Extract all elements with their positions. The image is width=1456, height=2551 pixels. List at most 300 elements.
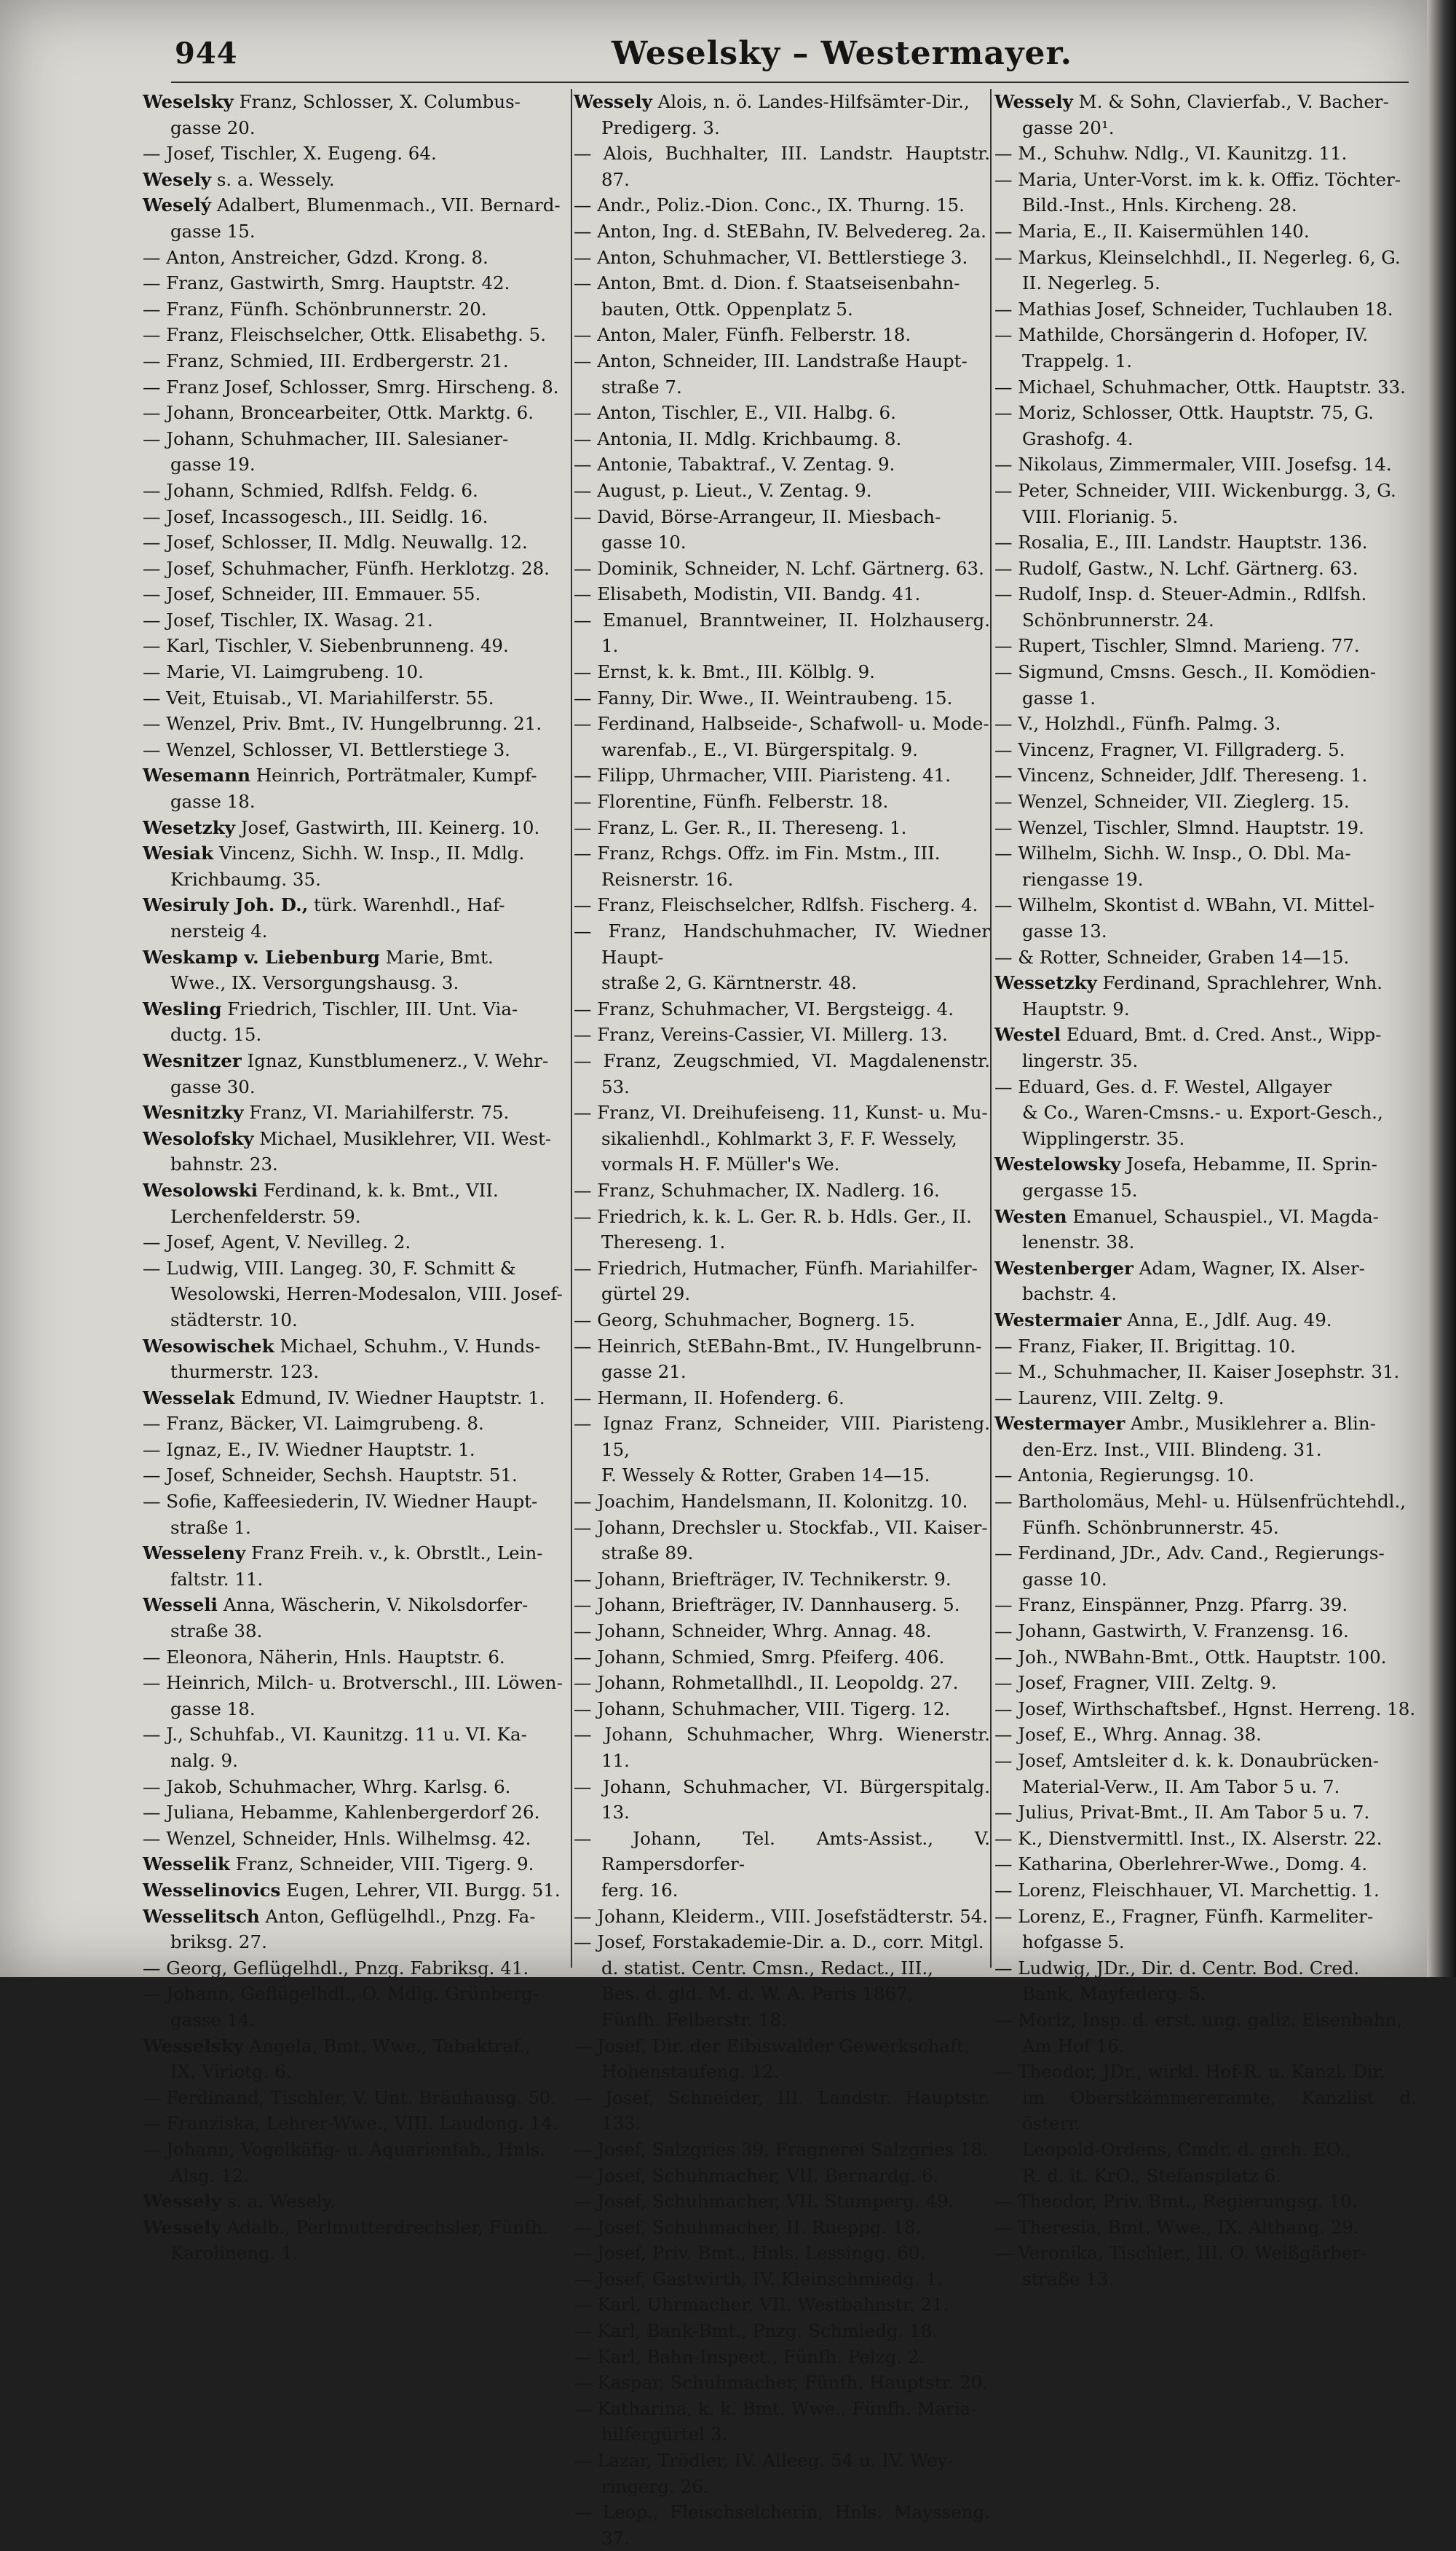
directory-entry <box>574 607 990 659</box>
directory-entry <box>994 1204 1417 1255</box>
directory-entry <box>574 1696 990 1722</box>
entry-details: — Leop., Fleischselcherin, Hnls. Maysseng. 37. <box>574 2501 990 2549</box>
entry-details: — Josef, Schuhmacher, Fünfh. Herklotzg. 28. <box>143 557 550 579</box>
directory-entry <box>994 89 1417 141</box>
directory-entry <box>143 607 572 634</box>
entry-details: — Joh., NWBahn-Bmt., Ottk. Hauptstr. 100. <box>994 1646 1387 1668</box>
entry-details: — Wilhelm, Sichh. W. Insp., O. Dbl. Ma- riengasse 19. <box>994 843 1351 890</box>
directory-entry <box>574 2292 990 2318</box>
directory-entry <box>994 529 1417 556</box>
entry-details: M. & Sohn, Clavierfab., V. Bacher- gasse 20¹. <box>1022 91 1389 138</box>
entry-surname: Westenberger <box>994 1257 1133 1279</box>
directory-entry <box>574 815 990 841</box>
directory-entry <box>143 1385 572 1411</box>
entry-details: — Eleonora, Näherin, Hnls. Hauptstr. 6. <box>143 1646 505 1668</box>
entry-details: — Maria, E., II. Kaisermühlen 140. <box>994 220 1310 242</box>
entry-details: — Ferdinand, JDr., Adv. Cand., Regierungs- gasse 10. <box>994 1542 1385 1590</box>
directory-entry <box>143 1489 572 1540</box>
entry-details: — Antonia, Regierungsg. 10. <box>994 1464 1254 1486</box>
entry-details: — Franz, Schuhmacher, IX. Nadlerg. 16. <box>574 1179 940 1201</box>
directory-entry <box>574 2240 990 2266</box>
directory-entry <box>143 1774 572 1800</box>
directory-entry <box>994 1877 1417 1904</box>
entry-details: Anna, E., Jdlf. Aug. 49. <box>1121 1309 1332 1330</box>
entry-details: — Hermann, II. Hofenderg. 6. <box>574 1387 844 1408</box>
entry-details: — Johann, Briefträger, IV. Technikerstr. 9. <box>574 1568 951 1590</box>
directory-entry <box>574 2370 990 2396</box>
entry-surname: Wesnitzky <box>143 1102 244 1124</box>
directory-entry <box>994 1696 1417 1722</box>
directory-entry <box>143 1851 572 1877</box>
entry-details: — Antonie, Tabaktraf., V. Zentag. 9. <box>574 454 895 476</box>
entry-details: — Moriz, Insp. d. erst. ung. galiz. Eisenbahn, Am Hof 16. <box>994 2008 1403 2057</box>
directory-entry <box>994 296 1417 323</box>
entry-details: — Franz, Schuhmacher, VI. Bergsteigg. 4. <box>574 998 954 1020</box>
entry-details: — Theodor, JDr., wirkl. Hof-R. u. Kanzl. Dir. im Oberstkämmereramte, Kanzlist d. österr. Leopold-Ordens, Cmdr. d. grch. EO., R. d. it. KrO., Stefansplatz 6. <box>994 2061 1417 2186</box>
directory-entry <box>994 1748 1417 1799</box>
entry-details: Franz, Schneider, VIII. Tigerg. 9. <box>229 1853 534 1875</box>
entry-details: — Markus, Kleinselchhdl., II. Negerleg. 6, G. II. Negerleg. 5. <box>994 246 1401 294</box>
directory-entry <box>994 659 1417 711</box>
entry-details: — Rudolf, Gastw., N. Lchf. Gärtnerg. 63. <box>994 557 1358 579</box>
entry-details: — Joachim, Handelsmann, II. Kolonitzg. 10. <box>574 1491 968 1513</box>
directory-entry <box>574 840 990 892</box>
directory-entry <box>143 1411 572 1437</box>
entry-details: — Franz, Schmied, III. Erdbergerstr. 21. <box>143 350 509 371</box>
entry-details: — Franz, Fleischselcher, Rdlfsh. Fischerg. 4. <box>574 894 978 916</box>
directory-entry <box>994 1955 1417 2007</box>
entry-details: — Anton, Ing. d. StEBahn, IV. Belvedereg. 2a. <box>574 220 986 242</box>
directory-entry <box>143 1540 572 1592</box>
entry-details: — Rosalia, E., III. Landstr. Hauptstr. 136. <box>994 532 1368 553</box>
directory-entry <box>574 426 990 452</box>
entry-surname: Wessely <box>574 91 652 112</box>
entry-details: — Ludwig, VIII. Langeg. 30, F. Schmitt & Wesolowski, Herren-Modesalon, VIII. Josef- städterstr. 10. <box>143 1257 563 1330</box>
entry-surname: Wesiak <box>143 843 214 864</box>
entry-details: — Filipp, Uhrmacher, VIII. Piaristeng. 41. <box>574 765 951 786</box>
entry-details: Marie, Bmt. Wwe., IX. Versorgungshausg. 3. <box>170 946 494 994</box>
directory-entry <box>574 762 990 789</box>
entry-surname: Wesselitsch <box>143 1905 260 1927</box>
entry-details: — Lazar, Trödler, IV. Alleeg. 54 u. IV. Wey- ringerg. 26. <box>574 2450 954 2497</box>
entry-details: — Friedrich, Hutmacher, Fünfh. Mariahilfer- gürtel 29. <box>574 1257 978 1305</box>
entry-details: Franz Freih. v., k. Obrstlt., Lein- faltstr. 11. <box>170 1542 543 1590</box>
directory-entry <box>143 711 572 737</box>
entry-details: Anton, Geflügelhdl., Pnzg. Fa- briksg. 27. <box>170 1905 536 1953</box>
directory-entry <box>574 918 990 996</box>
entry-details: — Andr., Poliz.-Dion. Conc., IX. Thurng. 15. <box>574 194 965 216</box>
entry-details: Ferdinand, Sprachlehrer, Wnh. Hauptstr. 9. <box>1022 972 1383 1020</box>
entry-surname: Wesowischek <box>143 1335 274 1357</box>
entry-details: — Franz, Gastwirth, Smrg. Hauptstr. 42. <box>143 272 510 294</box>
entry-details: — Ernst, k. k. Bmt., III. Kölblg. 9. <box>574 661 875 683</box>
directory-entry <box>574 581 990 607</box>
entry-details: — Vincenz, Fragner, VI. Fillgraderg. 5. <box>994 738 1345 760</box>
column-divider <box>571 89 572 1968</box>
directory-entry <box>143 374 572 401</box>
entry-details: — Anton, Schuhmacher, VI. Bettlerstiege 3. <box>574 246 968 268</box>
entry-details: — Josef, Schlosser, II. Mdlg. Neuwallg. 12. <box>143 532 528 553</box>
entry-details: — Franz, VI. Dreihufeiseng. 11, Kunst- u. Mu- sikalienhdl., Kohlmarkt 3, F. F. Wessely, vormals H. F. Müller's We. <box>574 1102 988 1175</box>
entry-details: Eugen, Lehrer, VII. Burgg. 51. <box>280 1879 561 1901</box>
entry-details: — Wenzel, Schlosser, VI. Bettlerstiege 3. <box>143 738 510 760</box>
entry-details: — Michael, Schuhmacher, Ottk. Hauptstr. 33. <box>994 376 1406 398</box>
directory-entry <box>574 2499 990 2551</box>
directory-entry <box>994 1333 1417 1360</box>
directory-entry <box>994 2007 1417 2059</box>
directory-entry <box>994 945 1417 971</box>
entry-details: — Laurenz, VIII. Zeltg. 9. <box>994 1387 1224 1408</box>
directory-entry <box>994 2215 1417 2241</box>
directory-entry <box>994 1540 1417 1592</box>
directory-entry <box>143 2188 572 2215</box>
entry-details: — Anton, Schneider, III. Landstraße Haupt- straße 7. <box>574 350 968 398</box>
directory-entry <box>574 1178 990 1204</box>
entry-details: — Mathias Josef, Schneider, Tuchlauben 18. <box>994 298 1393 320</box>
directory-entry <box>574 2215 990 2241</box>
entry-details: — Veronika, Tischler., III. O. Weißgärber- straße 13. <box>994 2242 1367 2290</box>
entry-surname: Wesemann <box>143 765 250 786</box>
entry-details: Heinrich, Porträtmaler, Kumpf- gasse 18. <box>170 765 537 813</box>
directory-entry <box>994 1799 1417 1826</box>
directory-entry <box>574 2344 990 2370</box>
directory-entry <box>574 1904 990 1930</box>
entry-details: — Theresia, Bmt. Wwe., IX. Althang. 29. <box>994 2216 1359 2238</box>
directory-entry <box>574 556 990 582</box>
directory-entry <box>143 322 572 348</box>
directory-entry <box>574 270 990 322</box>
column-1 <box>143 89 572 2264</box>
entry-details: — & Rotter, Schneider, Graben 14—15. <box>994 946 1350 968</box>
directory-entry <box>574 1489 990 1515</box>
entry-details: — Wenzel, Tischler, Slmnd. Hauptstr. 19. <box>994 816 1364 838</box>
directory-entry <box>994 1592 1417 1618</box>
entry-details: — Josef, Amtsleiter d. k. k. Donaubrücken- Material-Verw., II. Am Tabor 5 u. 7. <box>994 1750 1380 1797</box>
directory-entry <box>143 1799 572 1826</box>
directory-entry <box>143 581 572 607</box>
column-divider <box>990 89 992 1968</box>
entry-details: türk. Warenhdl., Haf- nersteig 4. <box>170 894 505 942</box>
entry-details: — Josef, E., Whrg. Annag. 38. <box>994 1724 1262 1746</box>
entry-details: — Florentine, Fünfh. Felberstr. 18. <box>574 791 889 813</box>
directory-entry <box>574 1255 990 1307</box>
column-2 <box>574 89 990 2549</box>
entry-details: — Juliana, Hebamme, Kahlenbergerdorf 26. <box>143 1802 540 1823</box>
header-rule <box>171 82 1409 83</box>
entry-details: — Josef, Tischler, X. Eugeng. 64. <box>143 143 437 165</box>
entry-details: — M., Schuhw. Ndlg., VI. Kaunitzg. 11. <box>994 143 1348 165</box>
entry-details: Angela, Bmt. Wwe., Tabaktraf., IX. Viriotg. 6. <box>170 2035 531 2083</box>
entry-details: s. a. Wesely. <box>221 2191 336 2212</box>
entry-surname: Westel <box>994 1024 1061 1046</box>
directory-entry <box>143 2137 572 2188</box>
entry-details: — Josef, Tischler, IX. Wasag. 21. <box>143 609 433 631</box>
entry-details: — Georg, Schuhmacher, Bognerg. 15. <box>574 1309 916 1330</box>
entry-details: Franz, VI. Mariahilferstr. 75. <box>243 1102 510 1124</box>
directory-entry <box>143 1592 572 1644</box>
entry-details: — Karl, Uhrmacher, VII. Westbahnstr. 21. <box>574 2294 949 2316</box>
directory-entry <box>143 1126 572 1178</box>
entry-details: — Johann, Schuhmacher, VI. Bürgerspitalg. 13. <box>574 1775 990 1823</box>
directory-entry <box>994 1411 1417 1462</box>
directory-entry <box>994 141 1417 167</box>
entry-details: — Heinrich, Milch- u. Brotverschl., III. Löwen- gasse 18. <box>143 1672 563 1719</box>
entry-surname: Wesolofsky <box>143 1127 254 1149</box>
entry-details: — Mathilde, Chorsängerin d. Hofoper, IV. Trappelg. 1. <box>994 324 1369 371</box>
directory-entry <box>994 167 1417 218</box>
entry-details: — Franz, Handschuhmacher, IV. Wiedner Haupt- straße 2, G. Kärntnerstr. 48. <box>574 920 990 994</box>
directory-entry <box>143 2110 572 2137</box>
directory-entry <box>143 348 572 374</box>
entry-details: — Johann, Tel. Amts-Assist., V. Rampersdorfer- ferg. 16. <box>574 1827 990 1901</box>
directory-entry <box>143 1826 572 1852</box>
entry-surname: Wessetzky <box>994 972 1097 994</box>
directory-entry <box>574 2448 990 2499</box>
directory-entry <box>574 892 990 918</box>
entry-surname: Westen <box>994 1205 1067 1227</box>
directory-entry <box>574 218 990 245</box>
directory-entry <box>574 685 990 711</box>
directory-entry <box>574 141 990 192</box>
entry-details: — Johann, Schuhmacher, Whrg. Wienerstr. 11. <box>574 1724 990 1771</box>
entry-details: Josef, Gastwirth, III. Keinerg. 10. <box>234 816 540 838</box>
directory-entry <box>574 789 990 815</box>
entry-surname: Wesling <box>143 998 222 1020</box>
entry-details: — Johann, Schmied, Rdlfsh. Feldg. 6. <box>143 479 478 501</box>
entry-details: — Veit, Etuisab., VI. Mariahilferstr. 55. <box>143 687 494 709</box>
directory-entry <box>143 1333 572 1385</box>
directory-entry <box>143 141 572 167</box>
directory-entry <box>574 1307 990 1333</box>
entry-details: — Franz, Rchgs. Offz. im Fin. Mstm., III. Reisnerstr. 16. <box>574 843 941 890</box>
entry-details: — Ferdinand, Tischler, V. Unt. Bräuhausg. 50. <box>143 2086 557 2108</box>
directory-entry <box>994 1644 1417 1671</box>
entry-details: — Karl, Bahn-Inspect., Fünfh. Pelzg. 2. <box>574 2346 925 2367</box>
directory-entry <box>994 1462 1417 1489</box>
directory-entry <box>143 167 572 193</box>
entry-details: — Wenzel, Schneider, VII. Zieglerg. 15. <box>994 791 1350 813</box>
entry-details: — Karl, Bank-Bmt., Pnzg. Schmiedg. 18. <box>574 2320 938 2342</box>
directory-entry <box>143 1877 572 1904</box>
entry-details: — Wenzel, Priv. Bmt., IV. Hungelbrunng. 21. <box>143 713 542 735</box>
directory-entry <box>143 1100 572 1126</box>
entry-details: Michael, Schuhm., V. Hunds- thurmerstr. 123. <box>170 1335 541 1383</box>
directory-entry <box>994 2240 1417 2292</box>
entry-details: — Josef, Gastwirth, IV. Kleinschmiedg. 1. <box>574 2268 943 2290</box>
entry-surname: Wesolowski <box>143 1179 258 1201</box>
directory-entry <box>994 1255 1417 1307</box>
directory-entry <box>574 1566 990 1593</box>
directory-entry <box>574 322 990 348</box>
entry-details: — Wilhelm, Skontist d. WBahn, VI. Mittel- gasse 13. <box>994 894 1375 942</box>
entry-surname: Wesely <box>143 168 212 190</box>
entry-details: — Marie, VI. Laimgrubeng. 10. <box>143 661 424 683</box>
directory-entry <box>143 1981 572 2032</box>
directory-entry <box>574 245 990 271</box>
directory-entry <box>574 452 990 478</box>
entry-surname: Wesetzky <box>143 816 235 838</box>
entry-details: — Georg, Geflügelhdl., Pnzg. Fabriksg. 41. <box>143 1957 529 1979</box>
entry-details: — Ignaz, E., IV. Wiedner Hauptstr. 1. <box>143 1438 475 1460</box>
directory-entry <box>994 1826 1417 1852</box>
entry-details: Ambr., Musiklehrer a. Blin- den-Erz. Inst., VIII. Blindeng. 31. <box>1022 1413 1376 1460</box>
directory-entry <box>143 478 572 504</box>
entry-details: Anna, Wäscherin, V. Nikolsdorfer- straße 38. <box>170 1594 529 1642</box>
directory-entry <box>994 2188 1417 2215</box>
entry-details: — Wenzel, Schneider, Hnls. Wilhelmsg. 42. <box>143 1827 531 1849</box>
entry-details: — Antonia, II. Mdlg. Krichbaumg. 8. <box>574 427 902 449</box>
entry-surname: Westelowsky <box>994 1154 1121 1175</box>
entry-details: — Bartholomäus, Mehl- u. Hülsenfrüchtehdl., Fünfh. Schönbrunnerstr. 45. <box>994 1491 1406 1538</box>
entry-details: — Johann, Briefträger, IV. Dannhauserg. 5. <box>574 1594 960 1616</box>
binding-edge <box>1427 0 1456 1977</box>
directory-entry <box>994 2059 1417 2188</box>
directory-entry <box>143 815 572 841</box>
directory-entry <box>143 840 572 892</box>
directory-entry <box>574 1048 990 1100</box>
entry-details: — Vincenz, Schneider, Jdlf. Thereseng. 1. <box>994 765 1368 786</box>
entry-details: — Peter, Schneider, VIII. Wickenburgg. 3, G. VIII. Florianig. 5. <box>994 479 1396 527</box>
directory-entry <box>143 400 572 426</box>
directory-entry <box>143 737 572 763</box>
entry-details: Vincenz, Sichh. W. Insp., II. Mdlg. Krichbaumg. 35. <box>170 843 525 890</box>
directory-entry <box>994 1385 1417 1411</box>
directory-entry <box>574 2085 990 2137</box>
directory-entry <box>994 1359 1417 1385</box>
directory-entry <box>994 711 1417 737</box>
entry-details: — Josef, Schuhmacher, II. Rueppg. 18. <box>574 2216 922 2238</box>
directory-entry <box>143 270 572 296</box>
entry-details: — Franz, Fleischselcher, Ottk. Elisabethg. 5. <box>143 324 546 346</box>
directory-entry <box>143 1904 572 1955</box>
directory-entry <box>143 945 572 996</box>
entry-details: Emanuel, Schauspiel., VI. Magda- lenenstr. 38. <box>1022 1205 1379 1253</box>
directory-entry <box>143 996 572 1048</box>
entry-details: — Josef, Dir. der Eibiswalder Gewerkschaft, Hohenstaufeng. 12. <box>574 2035 970 2083</box>
directory-entry <box>994 1074 1417 1152</box>
entry-details: — Josef, Wirthschaftsbef., Hgnst. Herreng. 18. <box>994 1698 1416 1719</box>
directory-entry <box>143 1437 572 1463</box>
directory-entry <box>994 1022 1417 1073</box>
directory-entry <box>143 1644 572 1671</box>
entry-details: — Johann, Broncearbeiter, Ottk. Marktg. 6. <box>143 402 534 424</box>
directory-entry <box>994 1618 1417 1644</box>
directory-entry <box>143 556 572 582</box>
directory-entry <box>574 1670 990 1696</box>
entry-details: — Johann, Schuhmacher, VIII. Tigerg. 12. <box>574 1698 951 1719</box>
entry-details: Franz, Schlosser, X. Columbus- gasse 20. <box>170 91 521 138</box>
entry-details: Michael, Musiklehrer, VII. West- bahnstr. 23. <box>170 1127 552 1175</box>
directory-entry <box>143 659 572 685</box>
entry-details: — K., Dienstvermittl. Inst., IX. Alserstr. 22. <box>994 1827 1382 1849</box>
entry-details: — Franz, Zeugschmied, VI. Magdalenenstr. 53. <box>574 1049 990 1097</box>
entry-details: — Kaspar, Schuhmacher, Fünfh. Hauptstr. 20. <box>574 2372 989 2394</box>
directory-entry <box>143 245 572 271</box>
directory-entry <box>574 400 990 426</box>
directory-entry <box>994 1151 1417 1203</box>
directory-entry <box>994 1851 1417 1877</box>
entry-details: Alois, n. ö. Landes-Hilfsämter-Dir., Predigerg. 3. <box>601 91 970 138</box>
directory-entry <box>994 789 1417 815</box>
entry-surname: Wesseli <box>143 1594 218 1616</box>
entry-details: — Josef, Incassogesch., III. Seidlg. 16. <box>143 505 488 527</box>
directory-entry <box>143 1462 572 1489</box>
directory-entry <box>574 1385 990 1411</box>
entry-details: — Johann, Schmied, Smrg. Pfeiferg. 406. <box>574 1646 945 1668</box>
directory-entry <box>994 452 1417 478</box>
directory-entry <box>574 348 990 400</box>
directory-entry <box>574 1333 990 1385</box>
directory-entry <box>994 633 1417 659</box>
directory-entry <box>143 633 572 659</box>
entry-details: — Friedrich, k. k. L. Ger. R. b. Hdls. Ger., II. Thereseng. 1. <box>574 1205 972 1253</box>
entry-surname: Weskamp v. Liebenburg <box>143 946 380 968</box>
directory-entry <box>994 400 1417 452</box>
entry-surname: Wessely <box>143 2191 221 2212</box>
entry-surname: Wessely <box>143 2216 221 2238</box>
directory-entry <box>994 374 1417 401</box>
entry-details: — Ludwig, JDr., Dir. d. Centr. Bod. Cred. Bank, Mayfederg. 5. <box>994 1957 1360 2005</box>
directory-entry <box>574 504 990 556</box>
page-number: 944 <box>175 36 238 71</box>
directory-entry <box>574 2318 990 2344</box>
entry-details: — Karl, Tischler, V. Siebenbrunneng. 49. <box>143 635 509 657</box>
directory-entry <box>994 218 1417 245</box>
directory-entry <box>994 1670 1417 1696</box>
entry-surname: Wesselinovics <box>143 1879 281 1901</box>
directory-entry <box>574 1644 990 1671</box>
entry-details: — Franz, Fünfh. Schönbrunnerstr. 20. <box>143 298 487 320</box>
entry-details: — Sofie, Kaffeesiederin, IV. Wiedner Haupt- straße 1. <box>143 1491 538 1538</box>
directory-entry <box>574 1411 990 1489</box>
directory-entry <box>143 2215 572 2266</box>
entry-details: Adam, Wagner, IX. Alser- bachstr. 4. <box>1022 1257 1365 1305</box>
entry-surname: Weselsky <box>143 91 234 112</box>
entry-details: — Josef, Forstakademie-Dir. a. D., corr. Mitgl. d. statist. Centr. Cmsn., Redact., III., Bes. d. gld. M. d. W. A. Paris 1867, Fünfh. Felberstr. 18. <box>574 1931 984 2030</box>
entry-details: s. a. Wessely. <box>211 168 335 190</box>
entry-details: — Josef, Schneider, Sechsh. Hauptstr. 51. <box>143 1464 518 1486</box>
entry-details: Friedrich, Tischler, III. Unt. Via- ductg. 15. <box>170 998 518 1046</box>
directory-entry <box>994 581 1417 633</box>
directory-entry <box>143 1670 572 1722</box>
entry-details: — Rudolf, Insp. d. Steuer-Admin., Rdlfsh. Schönbrunnerstr. 24. <box>994 583 1367 631</box>
entry-details: — Julius, Privat-Bmt., II. Am Tabor 5 u. 7. <box>994 1802 1370 1823</box>
directory-entry <box>994 1489 1417 1540</box>
directory-entry <box>143 1955 572 1982</box>
entry-surname: Wesselak <box>143 1387 235 1408</box>
entry-details: — Moriz, Schlosser, Ottk. Hauptstr. 75, G. Grashofg. 4. <box>994 402 1374 449</box>
entry-details: — Alois, Buchhalter, III. Landstr. Hauptstr. 87. <box>574 143 990 190</box>
entry-details: — Fanny, Dir. Wwe., II. Weintraubeng. 15. <box>574 687 953 709</box>
entry-details: — Ignaz Franz, Schneider, VIII. Piaristeng. 15, F. Wessely & Rotter, Graben 14—15. <box>574 1413 990 1486</box>
entry-details: — Franz Josef, Schlosser, Smrg. Hirscheng. 8. <box>143 376 559 398</box>
entry-details: — Theodor, Priv. Bmt., Regierungsg. 10. <box>994 2191 1358 2212</box>
directory-entry <box>994 322 1417 374</box>
entry-details: — Katharina, Oberlehrer-Wwe., Domg. 4. <box>994 1853 1368 1875</box>
directory-entry <box>143 1722 572 1773</box>
entry-details: — Josef, Schneider, III. Emmauer. 55. <box>143 583 481 605</box>
entry-details: — Nikolaus, Zimmermaler, VIII. Josefsg. 14. <box>994 454 1392 476</box>
entry-details: — Josef, Agent, V. Nevilleg. 2. <box>143 1231 411 1253</box>
directory-entry <box>994 840 1417 892</box>
column-3 <box>994 89 1417 2290</box>
directory-entry <box>574 89 990 141</box>
entry-details: — Eduard, Ges. d. F. Westel, Allgayer & Co., Waren-Cmsns.- u. Export-Gesch., Wipplingerstr. 35. <box>994 1076 1383 1149</box>
entry-details: — Emanuel, Branntweiner, II. Holzhauserg. 1. <box>574 609 990 657</box>
entry-details: — Lorenz, Fleischhauer, VI. Marchettig. 1. <box>994 1879 1380 1901</box>
entry-details: — David, Börse-Arrangeur, II. Miesbach- gasse 10. <box>574 505 941 553</box>
directory-entry <box>574 2033 990 2085</box>
